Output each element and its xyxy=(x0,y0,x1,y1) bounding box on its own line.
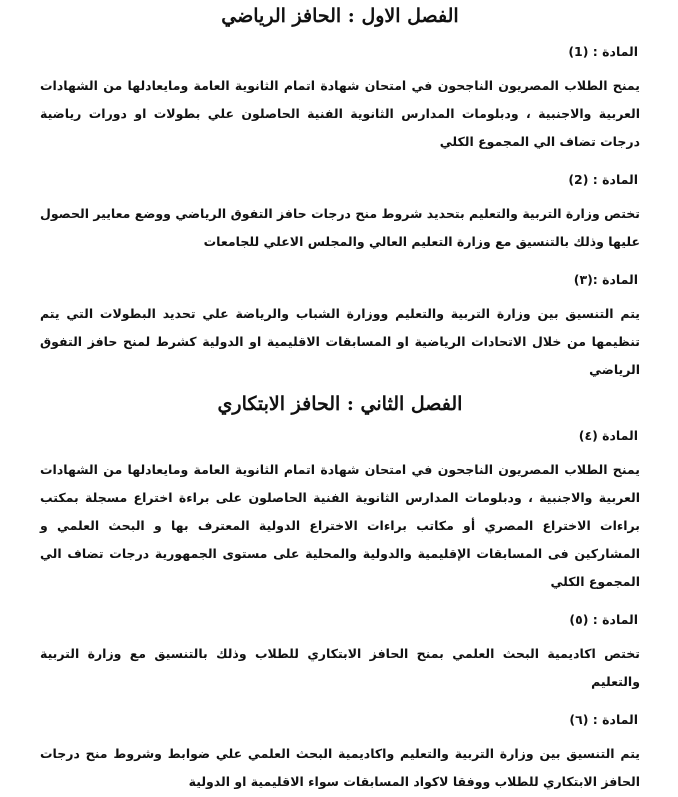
chapter-1-article-1 xyxy=(40,42,640,156)
chapter-2-article-5 xyxy=(40,610,640,696)
article-2-label: المادة : (2) xyxy=(568,172,638,187)
article-4-label: المادة (٤) xyxy=(578,428,638,443)
article-2-text: تختص وزارة التربية والتعليم بتحديد شروط منح درجات حافز التفوق الرياضي ووضع معايير الحصول عليها وذلك بالتنسيق مع وزارة التعليم العالي والمجلس الاعلي للجامعات xyxy=(40,206,640,249)
article-3-text: يتم التنسيق بين وزارة التربية والتعليم ووزارة الشباب والرياضة علي تحديد البطولات التي يتم تنظيمها من خلال الاتحادات الرياضية او المسابقات الاقليمية او الدولية كشرط لمنح حافز التفوق الرياضي xyxy=(40,306,640,377)
chapter-2-title: الفصل الثاني : الحافز الابتكاري xyxy=(217,393,463,415)
article-1-text: يمنح الطلاب المصريون الناجحون في امتحان شهادة اتمام الثانوية العامة ومايعادلها من الشهادات العربية والاجنبية ، ودبلومات المدارس الثانوية الفنية الحاصلون علي بطولات او دورات رياضية درجات تضاف الي المجموع الكلي xyxy=(40,78,640,149)
chapter-1-article-3 xyxy=(40,270,640,384)
article-5-text: تختص اكاديمية البحث العلمي بمنح الحافز الابتكاري للطلاب وذلك بالتنسيق مع وزارة التربية والتعليم xyxy=(40,646,640,689)
article-4-text: يمنح الطلاب المصريون الناجحون في امتحان شهادة اتمام الثانوية العامة ومايعادلها من الشهادات العربية والاجنبية ، ودبلومات المدارس الثانوية الفنية الحاصلون على براءة اختراع مسجلة بمكتب براءات الاختراع المصري أو مكاتب براءات الاختراع الدولية المعترف بها و البحث العلمي و المشاركين فى المسابقات الإقليمية والدولية والمحلية على مستوى الجمهورية درجات تضاف الي المجموع الكلي xyxy=(40,462,640,589)
article-6-label: المادة : (٦) xyxy=(569,712,638,727)
article-5-label: المادة : (٥) xyxy=(569,612,638,627)
chapter-2-article-6 xyxy=(40,710,640,796)
chapter-1-article-2 xyxy=(40,170,640,256)
chapter-1-title: الفصل الاول : الحافز الرياضي xyxy=(221,5,459,27)
article-3-label: المادة :(٣) xyxy=(573,272,638,287)
article-1-label: المادة : (1) xyxy=(568,44,638,59)
chapter-2-article-4 xyxy=(40,426,640,596)
article-6-text: يتم التنسيق بين وزارة التربية والتعليم واكاديمية البحث العلمي علي ضوابط وشروط منح درجات الحافز الابتكاري للطلاب ووفقا لاكواد المسابقات سواء الاقليمية او الدولية xyxy=(40,746,640,789)
